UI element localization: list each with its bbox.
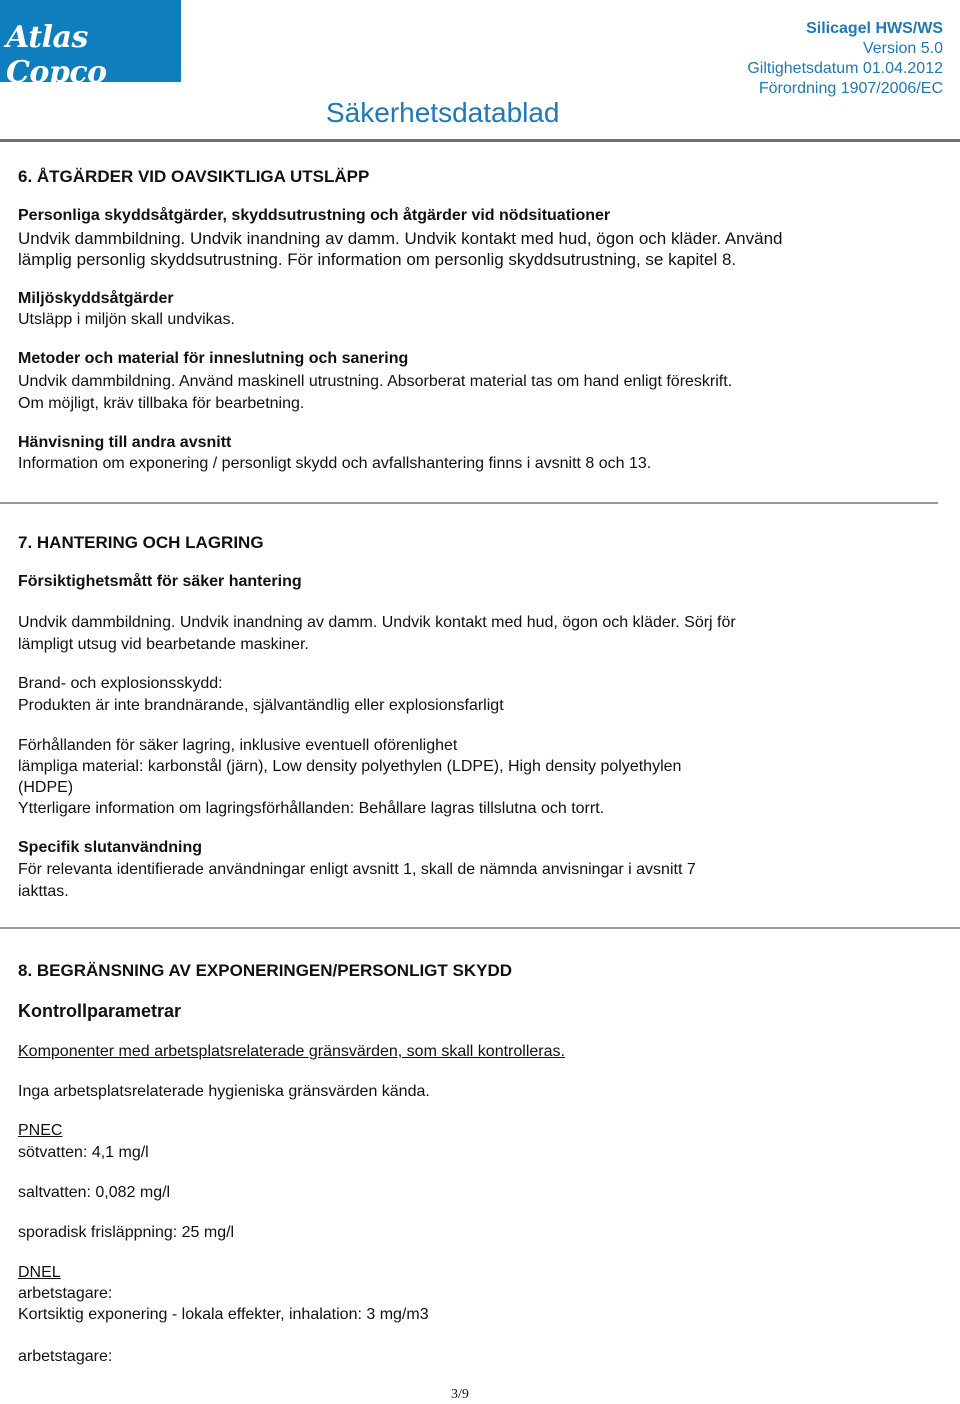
methods-text-1: Undvik dammbildning. Använd maskinell utrustning. Absorberat material tas om hand enligt föreskrift. bbox=[18, 373, 733, 390]
section-separator bbox=[0, 927, 960, 929]
dnel-heading: DNEL bbox=[18, 1264, 61, 1281]
section-8-heading: 8. BEGRÄNSNING AV EXPONERINGEN/PERSONLIGT SKYDD bbox=[18, 961, 513, 980]
section-7-heading: 7. HANTERING OCH LAGRING bbox=[18, 533, 264, 552]
end-use-text-1: För relevanta identifierade användningar enligt avsnitt 1, skall de nämnda anvisningar i avsnitt 7 bbox=[18, 861, 696, 878]
fire-protection-heading: Brand- och explosionsskydd: bbox=[18, 675, 223, 692]
end-use-heading: Specifik slutanvändning bbox=[18, 839, 203, 856]
storage-text-2: (HDPE) bbox=[18, 779, 74, 796]
end-use-text-2: iakttas. bbox=[18, 883, 69, 900]
environment-text: Utsläpp i miljön skall undvikas. bbox=[18, 311, 235, 328]
product-name: Silicagel HWS/WS bbox=[806, 20, 943, 37]
personal-protection-text-1: Undvik dammbildning. Undvik inandning av damm. Undvik kontakt med hud, ögon och kläder. Använd bbox=[18, 229, 783, 248]
personal-protection-text-2: lämplig personlig skyddsutrustning. För information om personlig skyddsutrustning, se kapitel 8. bbox=[18, 250, 737, 269]
storage-text-3: Ytterligare information om lagringsförhållanden: Behållare lagras tillslutna och torrt. bbox=[18, 800, 605, 817]
storage-heading: Förhållanden för säker lagring, inklusive eventuell oförenlighet bbox=[18, 737, 458, 754]
safe-handling-heading: Försiktighetsmått för säker hantering bbox=[18, 573, 302, 590]
environment-heading: Miljöskyddsåtgärder bbox=[18, 290, 174, 307]
dnel-workers-1: arbetstagare: bbox=[18, 1285, 113, 1302]
dnel-workers-2: arbetstagare: bbox=[18, 1348, 113, 1365]
logo-text: Atlas Copco bbox=[6, 20, 107, 90]
pnec-freshwater: sötvatten: 4,1 mg/l bbox=[18, 1144, 149, 1161]
validity-date: Giltighetsdatum 01.04.2012 bbox=[747, 60, 943, 77]
storage-text-1: lämpliga material: karbonstål (järn), Low density polyethylen (LDPE), High density polyethylen bbox=[18, 758, 682, 775]
document-title: Säkerhetsdatablad bbox=[326, 97, 560, 128]
pnec-heading: PNEC bbox=[18, 1122, 63, 1139]
version: Version 5.0 bbox=[862, 40, 943, 57]
atlas-copco-logo bbox=[0, 0, 181, 90]
dnel-short-term: Kortsiktig exponering - lokala effekter, inhalation: 3 mg/m3 bbox=[18, 1306, 429, 1323]
no-limits-text: Inga arbetsplatsrelaterade hygieniska gränsvärden kända. bbox=[18, 1083, 430, 1100]
methods-text-2: Om möjligt, kräv tillbaka för bearbetning. bbox=[18, 395, 305, 412]
page-number: 3/9 bbox=[451, 1387, 469, 1402]
safe-handling-text-1: Undvik dammbildning. Undvik inandning av damm. Undvik kontakt med hud, ögon och kläder. Sörj för bbox=[18, 614, 736, 631]
fire-protection-text: Produkten är inte brandnärande, självantändlig eller explosionsfarligt bbox=[18, 697, 504, 714]
reference-text: Information om exponering / personligt skydd och avfallshantering finns i avsnitt 8 och 13. bbox=[18, 455, 652, 472]
methods-heading: Metoder och material för inneslutning och sanering bbox=[18, 350, 409, 367]
regulation: Förordning 1907/2006/EC bbox=[758, 80, 943, 97]
personal-protection-heading: Personliga skyddsåtgärder, skyddsutrustning och åtgärder vid nödsituationer bbox=[18, 207, 611, 224]
reference-heading: Hänvisning till andra avsnitt bbox=[18, 434, 232, 451]
header-rule bbox=[0, 139, 960, 142]
components-text: Komponenter med arbetsplatsrelaterade gränsvärden, som skall kontrolleras. bbox=[18, 1043, 565, 1060]
section-6-heading: 6. ÅTGÄRDER VID OAVSIKTLIGA UTSLÄPP bbox=[18, 167, 370, 186]
control-parameters-heading: Kontrollparametrar bbox=[18, 1001, 182, 1021]
section-separator bbox=[0, 502, 938, 504]
pnec-saltwater: saltvatten: 0,082 mg/l bbox=[18, 1184, 171, 1201]
pnec-sporadic: sporadisk frisläppning: 25 mg/l bbox=[18, 1224, 235, 1241]
safe-handling-text-2: lämpligt utsug vid bearbetande maskiner. bbox=[18, 636, 309, 653]
